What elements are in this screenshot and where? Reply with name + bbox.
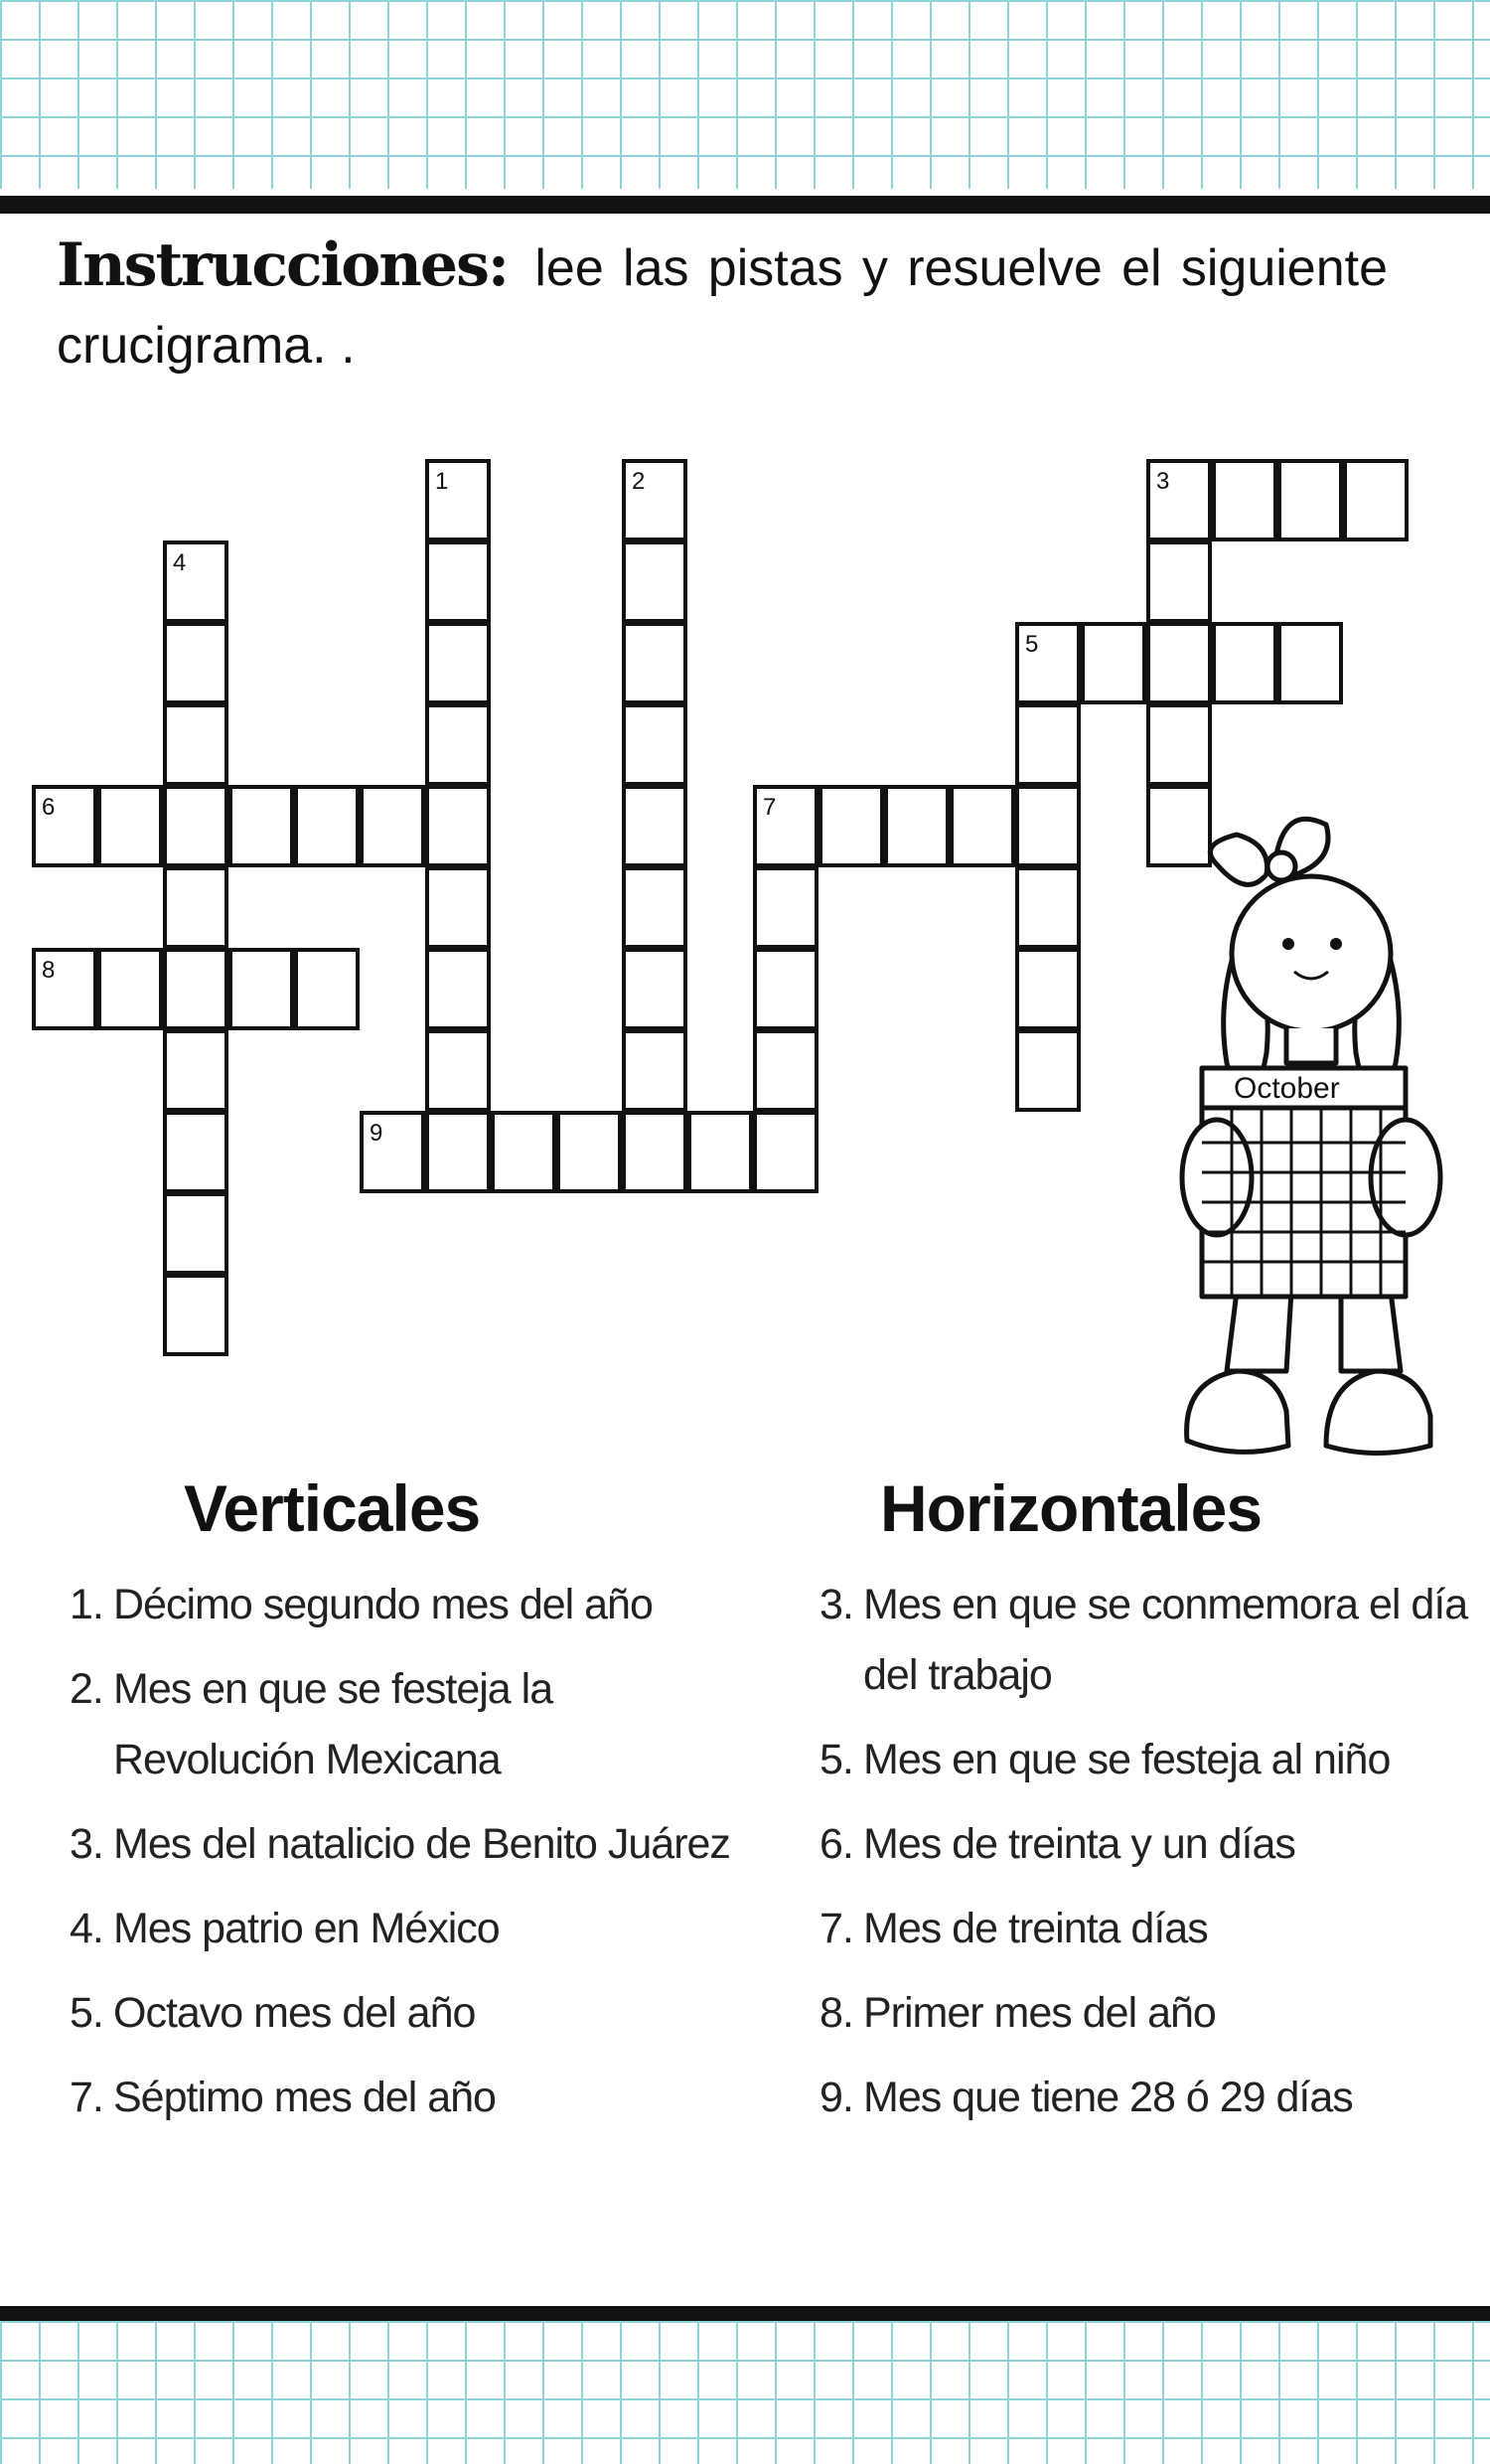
crossword-cell[interactable] bbox=[950, 785, 1015, 867]
crossword-cell[interactable] bbox=[294, 785, 360, 867]
crossword-cell[interactable] bbox=[425, 1029, 491, 1112]
crossword-cell[interactable] bbox=[622, 1029, 687, 1112]
crossword-cell[interactable] bbox=[491, 1111, 556, 1193]
crossword-cell[interactable] bbox=[622, 785, 687, 867]
clue-item: 6. Mes de treinta y un días bbox=[820, 1820, 1295, 1868]
crossword-cell[interactable] bbox=[228, 785, 294, 867]
crossword-cell[interactable] bbox=[1277, 459, 1343, 541]
crossword-cell[interactable] bbox=[425, 703, 491, 786]
crossword-cell[interactable] bbox=[1146, 703, 1212, 786]
instructions-text: lee las pistas y resuelve el siguiente crucigrama. . bbox=[57, 239, 1389, 375]
crossword-cell[interactable] bbox=[687, 1111, 753, 1193]
clue-number: 8 bbox=[42, 957, 56, 984]
crossword-cell[interactable] bbox=[622, 459, 687, 541]
crossword-cell[interactable] bbox=[425, 866, 491, 949]
crossword-cell[interactable] bbox=[1212, 622, 1277, 704]
clue-item: 7. Mes de treinta días bbox=[820, 1905, 1208, 1952]
crossword-cell[interactable] bbox=[425, 622, 491, 704]
crossword-cell[interactable] bbox=[360, 1111, 425, 1193]
crossword-cell[interactable] bbox=[97, 785, 163, 867]
crossword-cell[interactable] bbox=[1146, 459, 1212, 541]
crossword-cell[interactable] bbox=[1015, 785, 1081, 867]
crossword-cell[interactable] bbox=[360, 785, 425, 867]
crossword-cell[interactable] bbox=[1146, 540, 1212, 623]
crossword-cell[interactable] bbox=[1277, 622, 1343, 704]
crossword-cell[interactable] bbox=[622, 948, 687, 1030]
crossword-cell[interactable] bbox=[163, 540, 228, 623]
crossword-cell[interactable] bbox=[1015, 866, 1081, 949]
crossword-cell[interactable] bbox=[97, 948, 163, 1030]
clue-item: 5. Octavo mes del año bbox=[70, 1989, 476, 2037]
verticales-clue-list bbox=[70, 1570, 745, 2147]
crossword-cell[interactable] bbox=[163, 1029, 228, 1112]
clue-number: 6 bbox=[42, 794, 56, 821]
crossword-cell[interactable] bbox=[228, 948, 294, 1030]
crossword-cell[interactable] bbox=[1015, 948, 1081, 1030]
crossword-cell[interactable] bbox=[32, 785, 97, 867]
clue-number: 2 bbox=[632, 468, 646, 495]
clue-item: 4. Mes patrio en México bbox=[70, 1905, 500, 1952]
crossword-cell[interactable] bbox=[753, 1029, 819, 1112]
crossword-cell[interactable] bbox=[163, 948, 228, 1030]
crossword-cell[interactable] bbox=[1212, 459, 1277, 541]
clue-number: 1 bbox=[435, 468, 449, 495]
crossword-cell[interactable] bbox=[1146, 622, 1212, 704]
clue-item: 7. Séptimo mes del año bbox=[70, 2074, 496, 2121]
crossword-cell[interactable] bbox=[622, 1111, 687, 1193]
crossword-cell[interactable] bbox=[425, 459, 491, 541]
crossword-cell[interactable] bbox=[163, 622, 228, 704]
crossword-cell[interactable] bbox=[1015, 1029, 1081, 1112]
crossword-cell[interactable] bbox=[753, 1111, 819, 1193]
clue-item: 9. Mes que tiene 28 ó 29 días bbox=[820, 2074, 1353, 2121]
clue-item: 1. Décimo segundo mes del año bbox=[70, 1581, 653, 1628]
clue-number: 5 bbox=[1025, 631, 1039, 658]
instructions-label: Instrucciones: bbox=[57, 231, 509, 300]
clue-number: 9 bbox=[370, 1120, 383, 1147]
crossword-cell[interactable] bbox=[753, 785, 819, 867]
clue-number: 3 bbox=[1156, 468, 1170, 495]
crossword-cell[interactable] bbox=[163, 1274, 228, 1356]
crossword-cell[interactable] bbox=[163, 866, 228, 949]
crossword-cell[interactable] bbox=[622, 703, 687, 786]
crossword-cell[interactable] bbox=[819, 785, 884, 867]
clue-item: 2. Mes en que se festeja la Revolución Mexicana bbox=[70, 1665, 553, 1783]
horizontales-title: Horizontales bbox=[880, 1471, 1263, 1545]
graph-paper-footer bbox=[0, 2321, 1490, 2464]
clue-item: 5. Mes en que se festeja al niño bbox=[820, 1736, 1391, 1783]
crossword-cell[interactable] bbox=[1015, 703, 1081, 786]
crossword-cell[interactable] bbox=[32, 948, 97, 1030]
crossword-cell[interactable] bbox=[163, 1192, 228, 1275]
verticales-title: Verticales bbox=[184, 1471, 481, 1545]
crossword-cell[interactable] bbox=[163, 703, 228, 786]
clue-number: 7 bbox=[763, 794, 777, 821]
crossword-cell[interactable] bbox=[556, 1111, 622, 1193]
girl-with-calendar-illustration bbox=[1177, 805, 1475, 1470]
crossword-cell[interactable] bbox=[425, 948, 491, 1030]
crossword-cell[interactable] bbox=[622, 540, 687, 623]
crossword-cell[interactable] bbox=[425, 540, 491, 623]
crossword-cell[interactable] bbox=[163, 785, 228, 867]
crossword-cell[interactable] bbox=[753, 866, 819, 949]
calendar-month-label: October bbox=[1234, 1072, 1340, 1105]
crossword-cell[interactable] bbox=[163, 1111, 228, 1193]
clue-number: 4 bbox=[173, 549, 187, 576]
clue-item: 3. Mes del natalicio de Benito Juárez bbox=[70, 1820, 730, 1868]
crossword-cell[interactable] bbox=[425, 1111, 491, 1193]
crossword-cell[interactable] bbox=[1343, 459, 1409, 541]
crossword-cell[interactable] bbox=[753, 948, 819, 1030]
crossword-cell[interactable] bbox=[425, 785, 491, 867]
crossword-cell[interactable] bbox=[622, 866, 687, 949]
crossword-cell[interactable] bbox=[622, 622, 687, 704]
crossword-cell[interactable] bbox=[294, 948, 360, 1030]
crossword-cell[interactable] bbox=[1015, 622, 1081, 704]
crossword-cell[interactable] bbox=[884, 785, 950, 867]
horizontales-clue-list bbox=[820, 1570, 1490, 2147]
crossword-cell[interactable] bbox=[1081, 622, 1146, 704]
clue-item: 3. Mes en que se conmemora el día del trabajo bbox=[820, 1581, 1468, 1699]
clue-item: 8. Primer mes del año bbox=[820, 1989, 1216, 2037]
